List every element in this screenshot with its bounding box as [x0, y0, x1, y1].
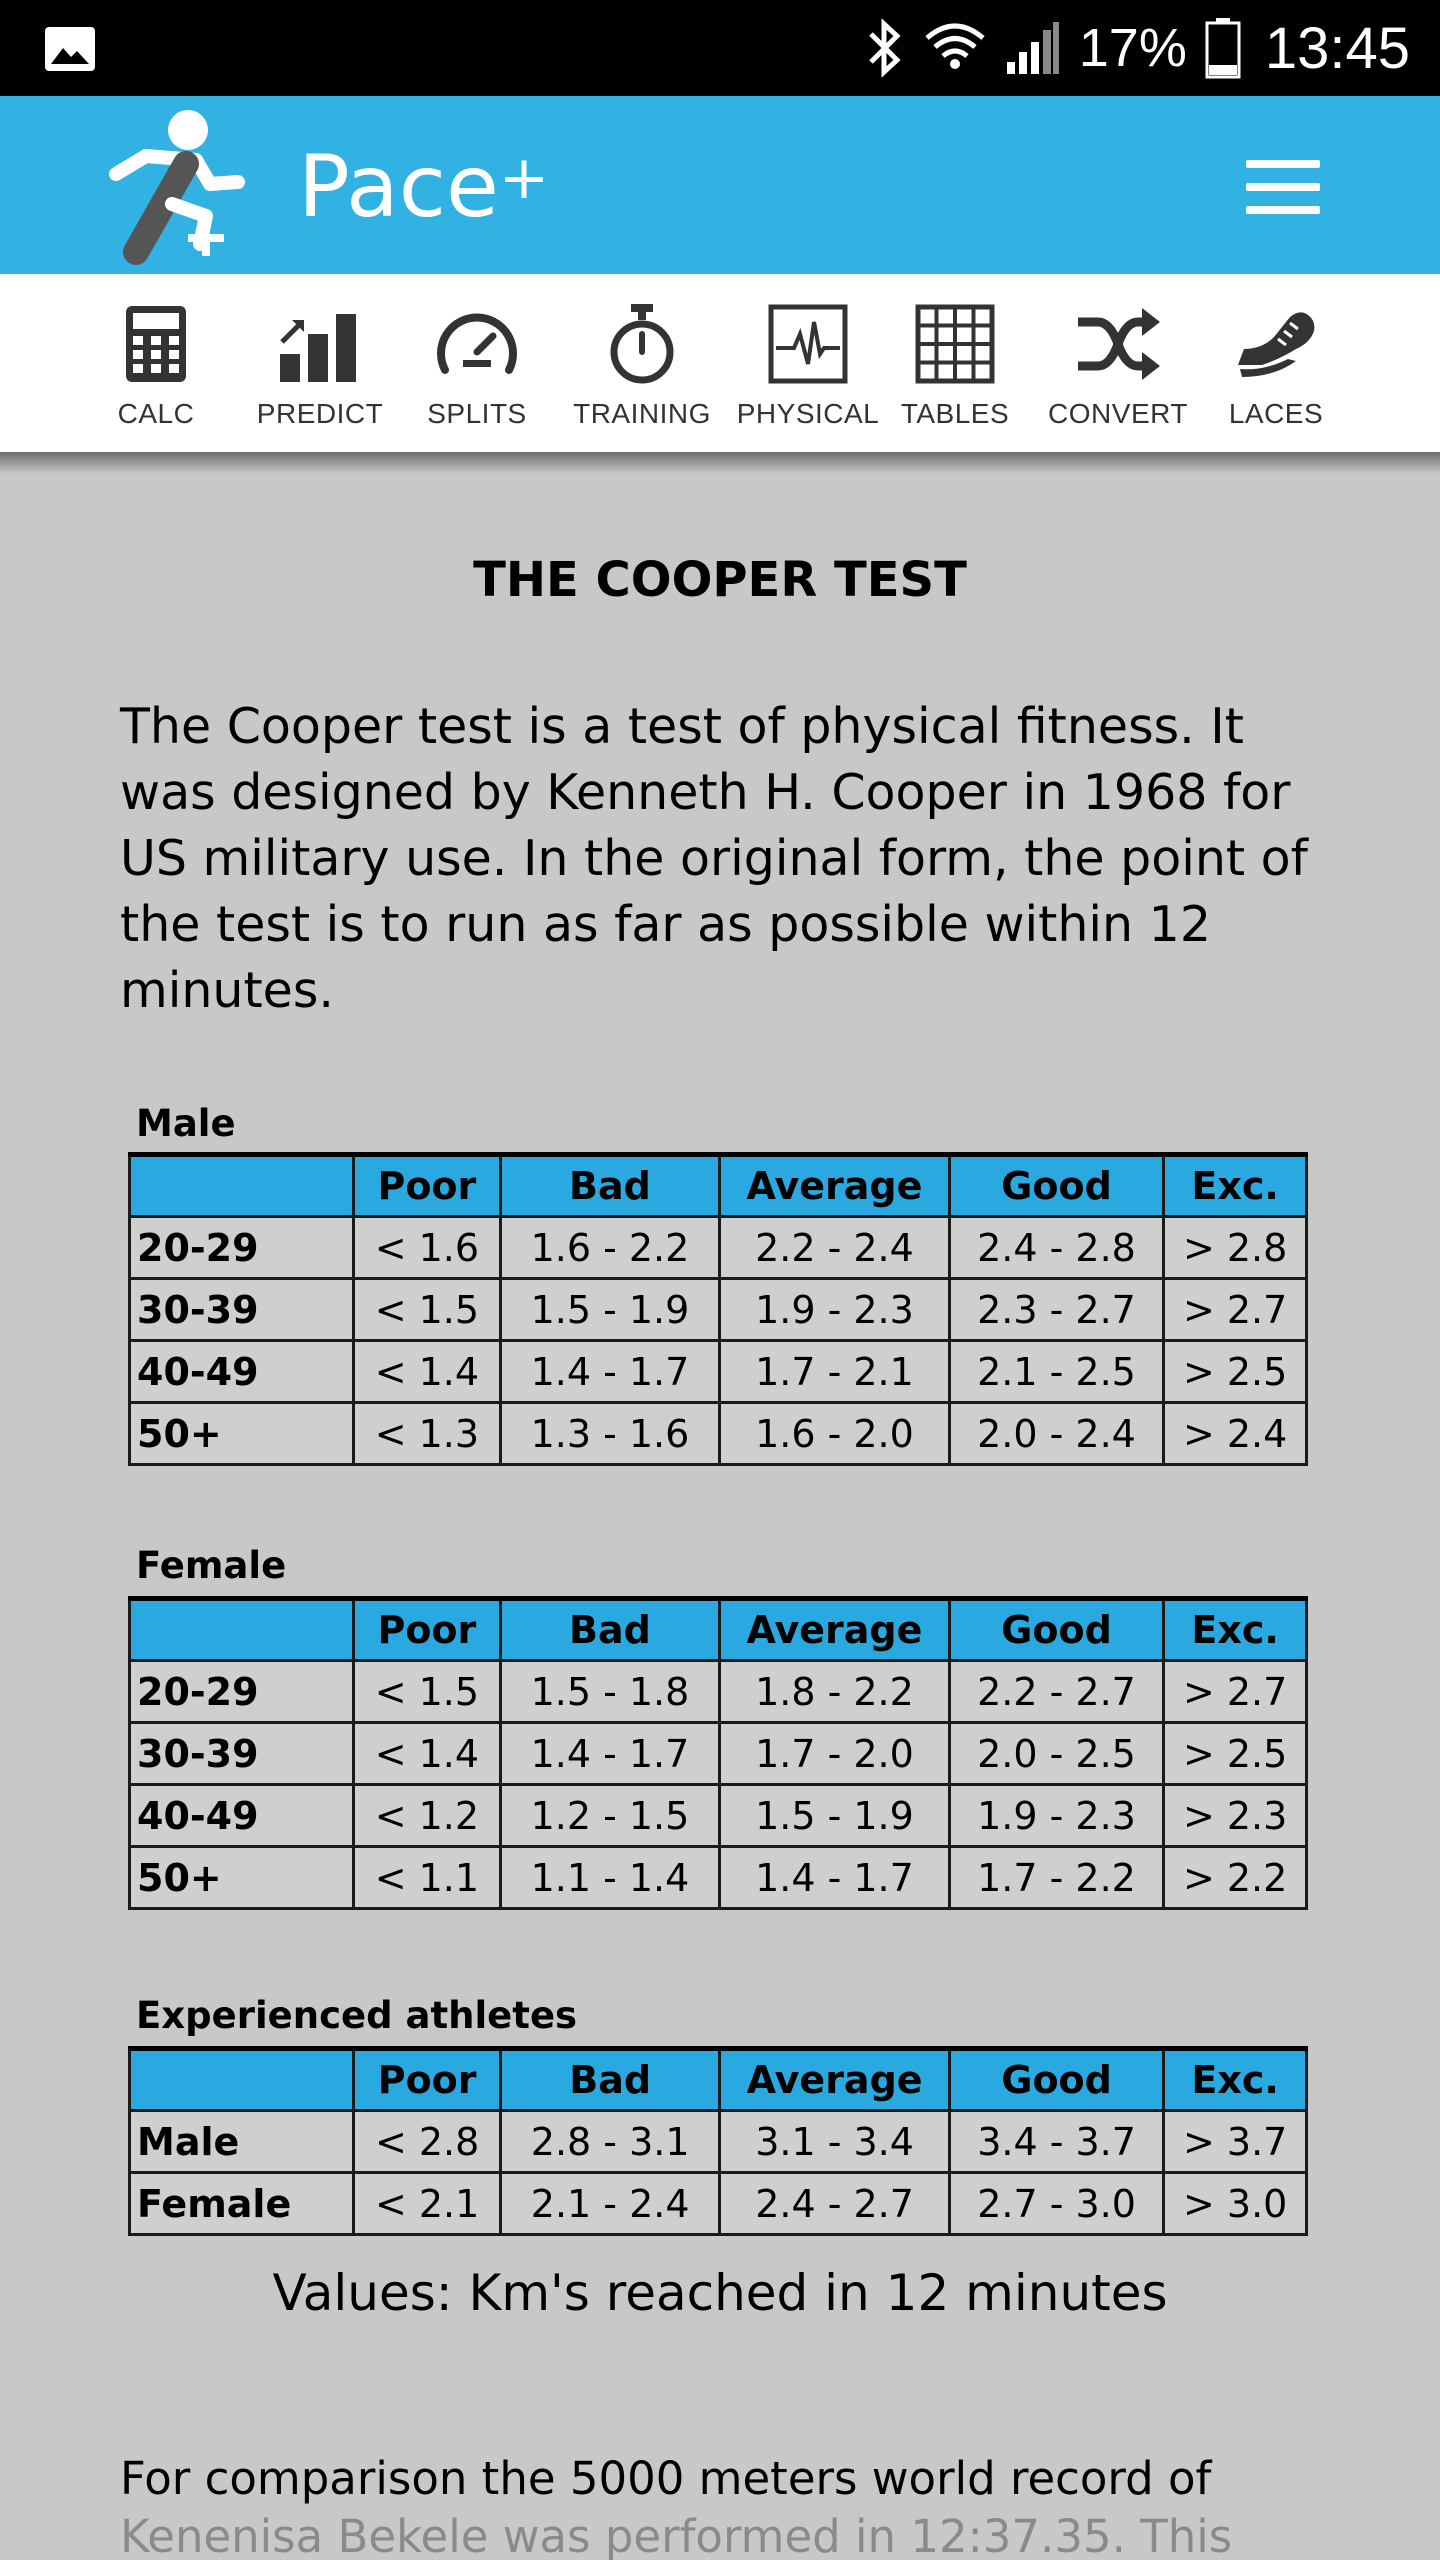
athletes-table-title: Experienced athletes	[136, 1994, 578, 2037]
comparison-line: For comparison the 5000 meters world record of	[120, 2452, 1212, 2505]
table-cell: 3.4 - 3.7	[949, 2111, 1163, 2173]
tab-splits[interactable]	[420, 274, 534, 452]
stopwatch-icon	[607, 302, 677, 386]
female-table-title: Female	[136, 1544, 287, 1587]
battery-icon	[1205, 17, 1241, 79]
table-cell: 1.5 - 1.9	[720, 1785, 950, 1847]
table-cell: < 1.5	[354, 1279, 501, 1341]
tool-navigation	[0, 274, 1440, 452]
table-cell: 1.6 - 2.2	[500, 1217, 719, 1279]
header-cell	[130, 2049, 354, 2111]
table-row	[130, 1217, 1307, 1279]
table-cell: 2.3 - 2.7	[949, 1279, 1164, 1341]
heartbeat-icon	[768, 304, 848, 384]
table-cell: 1.5 - 1.9	[500, 1279, 719, 1341]
header-cell: Exc.	[1164, 2049, 1307, 2111]
header-cell: Bad	[500, 2049, 719, 2111]
row-label: 30-39	[130, 1279, 354, 1341]
tab-training[interactable]	[566, 274, 718, 452]
row-label: 20-29	[130, 1661, 354, 1723]
table-row	[130, 1785, 1307, 1847]
app-title-suffix: +	[498, 143, 550, 213]
male-cooper-table	[128, 1152, 1308, 1466]
table-cell: 1.1 - 1.4	[500, 1847, 719, 1909]
header-cell: Bad	[500, 1155, 719, 1217]
table-cell: 2.2 - 2.7	[949, 1661, 1164, 1723]
table-cell: < 1.1	[354, 1847, 501, 1909]
tab-tables-label: TABLES	[900, 398, 1010, 429]
table-cell: > 2.5	[1164, 1723, 1307, 1785]
table-cell: > 3.0	[1164, 2173, 1307, 2235]
tab-laces[interactable]	[1226, 274, 1326, 452]
header-cell: Average	[720, 2049, 949, 2111]
male-table-title: Male	[136, 1102, 236, 1145]
toolbar-shadow	[0, 452, 1440, 474]
intro-paragraph: The Cooper test is a test of physical fitness. It was designed by Kenneth H. Cooper in 1968 for US military use. In the original form, the point of the test is to run as far as possible within 12 minutes.	[120, 698, 1308, 1019]
table-cell: < 1.4	[354, 1341, 501, 1403]
header-cell: Average	[720, 1155, 950, 1217]
table-row	[130, 2173, 1307, 2235]
tab-convert-label: CONVERT	[1048, 398, 1188, 429]
gallery-icon	[44, 26, 96, 72]
tab-tables[interactable]	[900, 274, 1010, 452]
header-cell	[130, 1155, 354, 1217]
table-cell: 2.4 - 2.7	[720, 2173, 949, 2235]
grid-icon	[915, 304, 995, 384]
hamburger-menu-icon[interactable]	[1246, 160, 1320, 214]
table-cell: < 1.3	[354, 1403, 501, 1465]
athletes-cooper-table	[128, 2046, 1308, 2236]
table-row	[130, 1723, 1307, 1785]
bar-chart-icon	[278, 304, 362, 384]
table-cell: 1.9 - 2.3	[720, 1279, 950, 1341]
tab-calc-label: CALC	[117, 398, 195, 429]
header-cell: Bad	[500, 1599, 719, 1661]
table-cell: < 1.5	[354, 1661, 501, 1723]
table-cell: 1.9 - 2.3	[949, 1785, 1164, 1847]
table-cell: 1.7 - 2.1	[720, 1341, 950, 1403]
app-bar	[0, 96, 1440, 274]
row-label: Female	[130, 2173, 354, 2235]
table-cell: 2.0 - 2.5	[949, 1723, 1164, 1785]
table-cell: 2.1 - 2.5	[949, 1341, 1164, 1403]
shuffle-icon	[1076, 306, 1160, 382]
tab-calc[interactable]	[106, 274, 206, 452]
table-cell: 2.4 - 2.8	[949, 1217, 1164, 1279]
row-label: 50+	[130, 1847, 354, 1909]
table-cell: 1.6 - 2.0	[720, 1403, 950, 1465]
values-note: Values: Km's reached in 12 minutes	[272, 2264, 1168, 2322]
comparison-line: Kenenisa Bekele was performed in 12:37.35. This	[120, 2510, 1233, 2560]
bluetooth-icon	[865, 18, 905, 78]
table-cell: 2.8 - 3.1	[500, 2111, 719, 2173]
table-cell: 3.1 - 3.4	[720, 2111, 949, 2173]
header-cell: Poor	[354, 1599, 501, 1661]
table-cell: 2.1 - 2.4	[500, 2173, 719, 2235]
table-cell: 1.8 - 2.2	[720, 1661, 950, 1723]
table-cell: 2.0 - 2.4	[949, 1403, 1164, 1465]
header-cell: Good	[949, 1599, 1164, 1661]
table-cell: > 2.3	[1164, 1785, 1307, 1847]
table-cell: 1.2 - 1.5	[500, 1785, 719, 1847]
table-cell: 1.5 - 1.8	[500, 1661, 719, 1723]
table-row	[130, 1403, 1307, 1465]
header-cell: Exc.	[1164, 1155, 1307, 1217]
wifi-icon	[923, 18, 987, 78]
table-row	[130, 1661, 1307, 1723]
table-row	[130, 1341, 1307, 1403]
signal-icon	[1005, 18, 1061, 78]
table-row	[130, 1847, 1307, 1909]
tab-physical[interactable]	[734, 274, 882, 452]
table-row	[130, 1279, 1307, 1341]
table-cell: 2.2 - 2.4	[720, 1217, 950, 1279]
table-cell: 2.7 - 3.0	[949, 2173, 1163, 2235]
shoe-icon	[1234, 309, 1318, 379]
speedometer-icon	[435, 308, 519, 380]
clock: 13:45	[1264, 15, 1410, 81]
female-cooper-table	[128, 1596, 1308, 1910]
table-cell: < 1.4	[354, 1723, 501, 1785]
table-cell: > 2.4	[1164, 1403, 1307, 1465]
table-cell: > 2.2	[1164, 1847, 1307, 1909]
table-cell: < 2.8	[354, 2111, 501, 2173]
header-cell: Good	[949, 1155, 1164, 1217]
table-cell: 1.7 - 2.0	[720, 1723, 950, 1785]
table-header-row	[130, 1155, 1307, 1217]
table-cell: > 2.8	[1164, 1217, 1307, 1279]
tab-predict-label: PREDICT	[256, 398, 384, 429]
app-title-text: Pace	[298, 137, 499, 237]
table-cell: > 2.7	[1164, 1279, 1307, 1341]
status-bar	[0, 0, 1440, 96]
tab-splits-label: SPLITS	[427, 398, 527, 429]
header-cell	[130, 1599, 354, 1661]
table-cell: 1.4 - 1.7	[500, 1723, 719, 1785]
table-header-row	[130, 2049, 1307, 2111]
header-cell: Good	[949, 2049, 1163, 2111]
row-label: 30-39	[130, 1723, 354, 1785]
table-cell: > 2.5	[1164, 1341, 1307, 1403]
table-cell: < 2.1	[354, 2173, 501, 2235]
table-cell: > 2.7	[1164, 1661, 1307, 1723]
header-cell: Exc.	[1164, 1599, 1307, 1661]
table-cell: < 1.2	[354, 1785, 501, 1847]
page-title: THE COOPER TEST	[473, 552, 967, 608]
row-label: 40-49	[130, 1785, 354, 1847]
table-cell: > 3.7	[1164, 2111, 1307, 2173]
tab-physical-label: PHYSICAL	[736, 398, 880, 429]
table-header-row	[130, 1599, 1307, 1661]
header-cell: Poor	[354, 1155, 501, 1217]
row-label: 20-29	[130, 1217, 354, 1279]
table-cell: 1.7 - 2.2	[949, 1847, 1164, 1909]
row-label: Male	[130, 2111, 354, 2173]
table-cell: < 1.6	[354, 1217, 501, 1279]
header-cell: Average	[720, 1599, 950, 1661]
runner-logo-icon[interactable]	[106, 104, 246, 266]
table-cell: 1.4 - 1.7	[500, 1341, 719, 1403]
tab-laces-label: LACES	[1228, 398, 1324, 429]
row-label: 40-49	[130, 1341, 354, 1403]
header-cell: Poor	[354, 2049, 501, 2111]
row-label: 50+	[130, 1403, 354, 1465]
battery-percent: 17%	[1078, 18, 1187, 78]
tab-training-label: TRAINING	[573, 398, 711, 429]
comparison-paragraph	[120, 2450, 1380, 2560]
tab-predict[interactable]	[252, 274, 388, 452]
table-row	[130, 2111, 1307, 2173]
tab-convert[interactable]	[1044, 274, 1192, 452]
app-title	[298, 132, 549, 251]
table-cell: 1.3 - 1.6	[500, 1403, 719, 1465]
calculator-icon	[124, 304, 188, 384]
table-cell: 1.4 - 1.7	[720, 1847, 950, 1909]
